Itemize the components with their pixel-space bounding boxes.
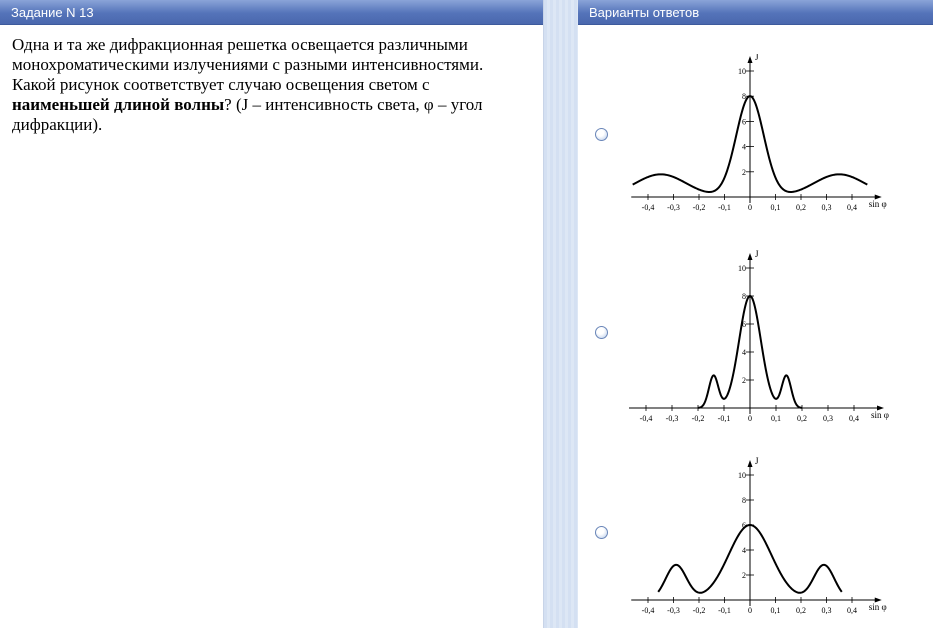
- y-tick-label: 2: [742, 376, 746, 385]
- y-tick-label: 4: [742, 142, 746, 152]
- y-tick-label: 6: [742, 320, 746, 329]
- x-tick-label: 0: [748, 414, 752, 423]
- y-tick-label: 4: [742, 546, 746, 555]
- x-tick-label: 0,1: [770, 203, 781, 212]
- y-axis-arrow: [748, 56, 753, 63]
- task-header: Задание N 13: [0, 0, 543, 25]
- x-tick-label: 0,3: [821, 203, 832, 212]
- x-tick-label: -0,4: [641, 203, 655, 212]
- x-tick-label: -0,3: [667, 606, 680, 615]
- y-tick-label: 6: [742, 521, 746, 530]
- x-tick-label: 0,1: [771, 414, 781, 423]
- x-tick-label: 0,1: [770, 606, 781, 615]
- y-axis-label: J: [755, 249, 759, 259]
- y-tick-label: 8: [742, 92, 746, 102]
- answer-radio-3[interactable]: [595, 526, 608, 539]
- answer-chart-1: [618, 54, 908, 222]
- question-text-bold: наименьшей длиной волны: [12, 95, 225, 114]
- answer-radio-2[interactable]: [595, 326, 608, 339]
- answers-header: Варианты ответов: [578, 0, 933, 25]
- y-tick-label: 10: [738, 471, 746, 480]
- y-axis-label: J: [755, 54, 759, 62]
- answer-option-3[interactable]: [578, 446, 933, 626]
- x-axis-label: sin φ: [868, 199, 887, 209]
- y-tick-label: 8: [742, 496, 746, 505]
- x-tick-label: 0,4: [847, 203, 857, 212]
- x-tick-label: -0,4: [639, 414, 653, 423]
- x-axis-label: sin φ: [868, 602, 887, 612]
- y-tick-label: 8: [742, 292, 746, 301]
- y-tick-label: 10: [738, 67, 746, 76]
- x-tick-label: 0,2: [796, 606, 806, 615]
- x-tick-label: 0,3: [823, 414, 833, 423]
- x-tick-label: -0,2: [692, 606, 706, 615]
- y-axis-arrow: [748, 460, 753, 467]
- x-tick-label: 0: [748, 203, 752, 212]
- x-tick-label: 0,2: [797, 414, 807, 423]
- x-tick-label: 0,3: [821, 606, 832, 615]
- answer-chart-2: [618, 248, 908, 426]
- x-axis-label: sin φ: [871, 410, 889, 420]
- answers-panel: [578, 0, 933, 628]
- x-tick-label: 0,4: [847, 606, 857, 615]
- y-axis-label: J: [755, 456, 759, 466]
- x-tick-label: -0,1: [718, 203, 731, 212]
- y-tick-label: 10: [738, 264, 746, 273]
- question-text-part2: ? (J – интенсивность света, φ – угол дифракции).: [12, 95, 483, 134]
- y-axis-arrow: [748, 253, 753, 260]
- y-tick-label: 2: [742, 571, 746, 580]
- y-tick-label: 4: [742, 348, 746, 357]
- x-tick-label: -0,2: [691, 414, 705, 423]
- x-tick-label: -0,3: [667, 203, 680, 212]
- answer-chart-3: [618, 448, 908, 620]
- x-tick-label: 0: [748, 606, 752, 615]
- question-text: [12, 35, 529, 135]
- y-tick-label: 6: [742, 117, 746, 127]
- x-tick-label: -0,1: [718, 606, 731, 615]
- x-tick-label: -0,3: [665, 414, 679, 423]
- answer-option-1[interactable]: [578, 52, 933, 222]
- answer-radio-1[interactable]: [595, 128, 608, 141]
- x-tick-label: -0,1: [717, 414, 731, 423]
- answer-option-2[interactable]: [578, 246, 933, 426]
- x-tick-label: -0,2: [692, 203, 706, 212]
- x-tick-label: 0,4: [849, 414, 859, 423]
- y-tick-label: 2: [742, 167, 746, 177]
- x-tick-label: -0,4: [641, 606, 655, 615]
- x-tick-label: 0,2: [796, 203, 806, 212]
- panel-divider: [544, 0, 578, 628]
- question-text-part1: Одна и та же дифракционная решетка освещается различными монохроматическими излучениями с разными интенсивностями. Какой рисунок соответствует случаю освещения светом с: [12, 35, 484, 94]
